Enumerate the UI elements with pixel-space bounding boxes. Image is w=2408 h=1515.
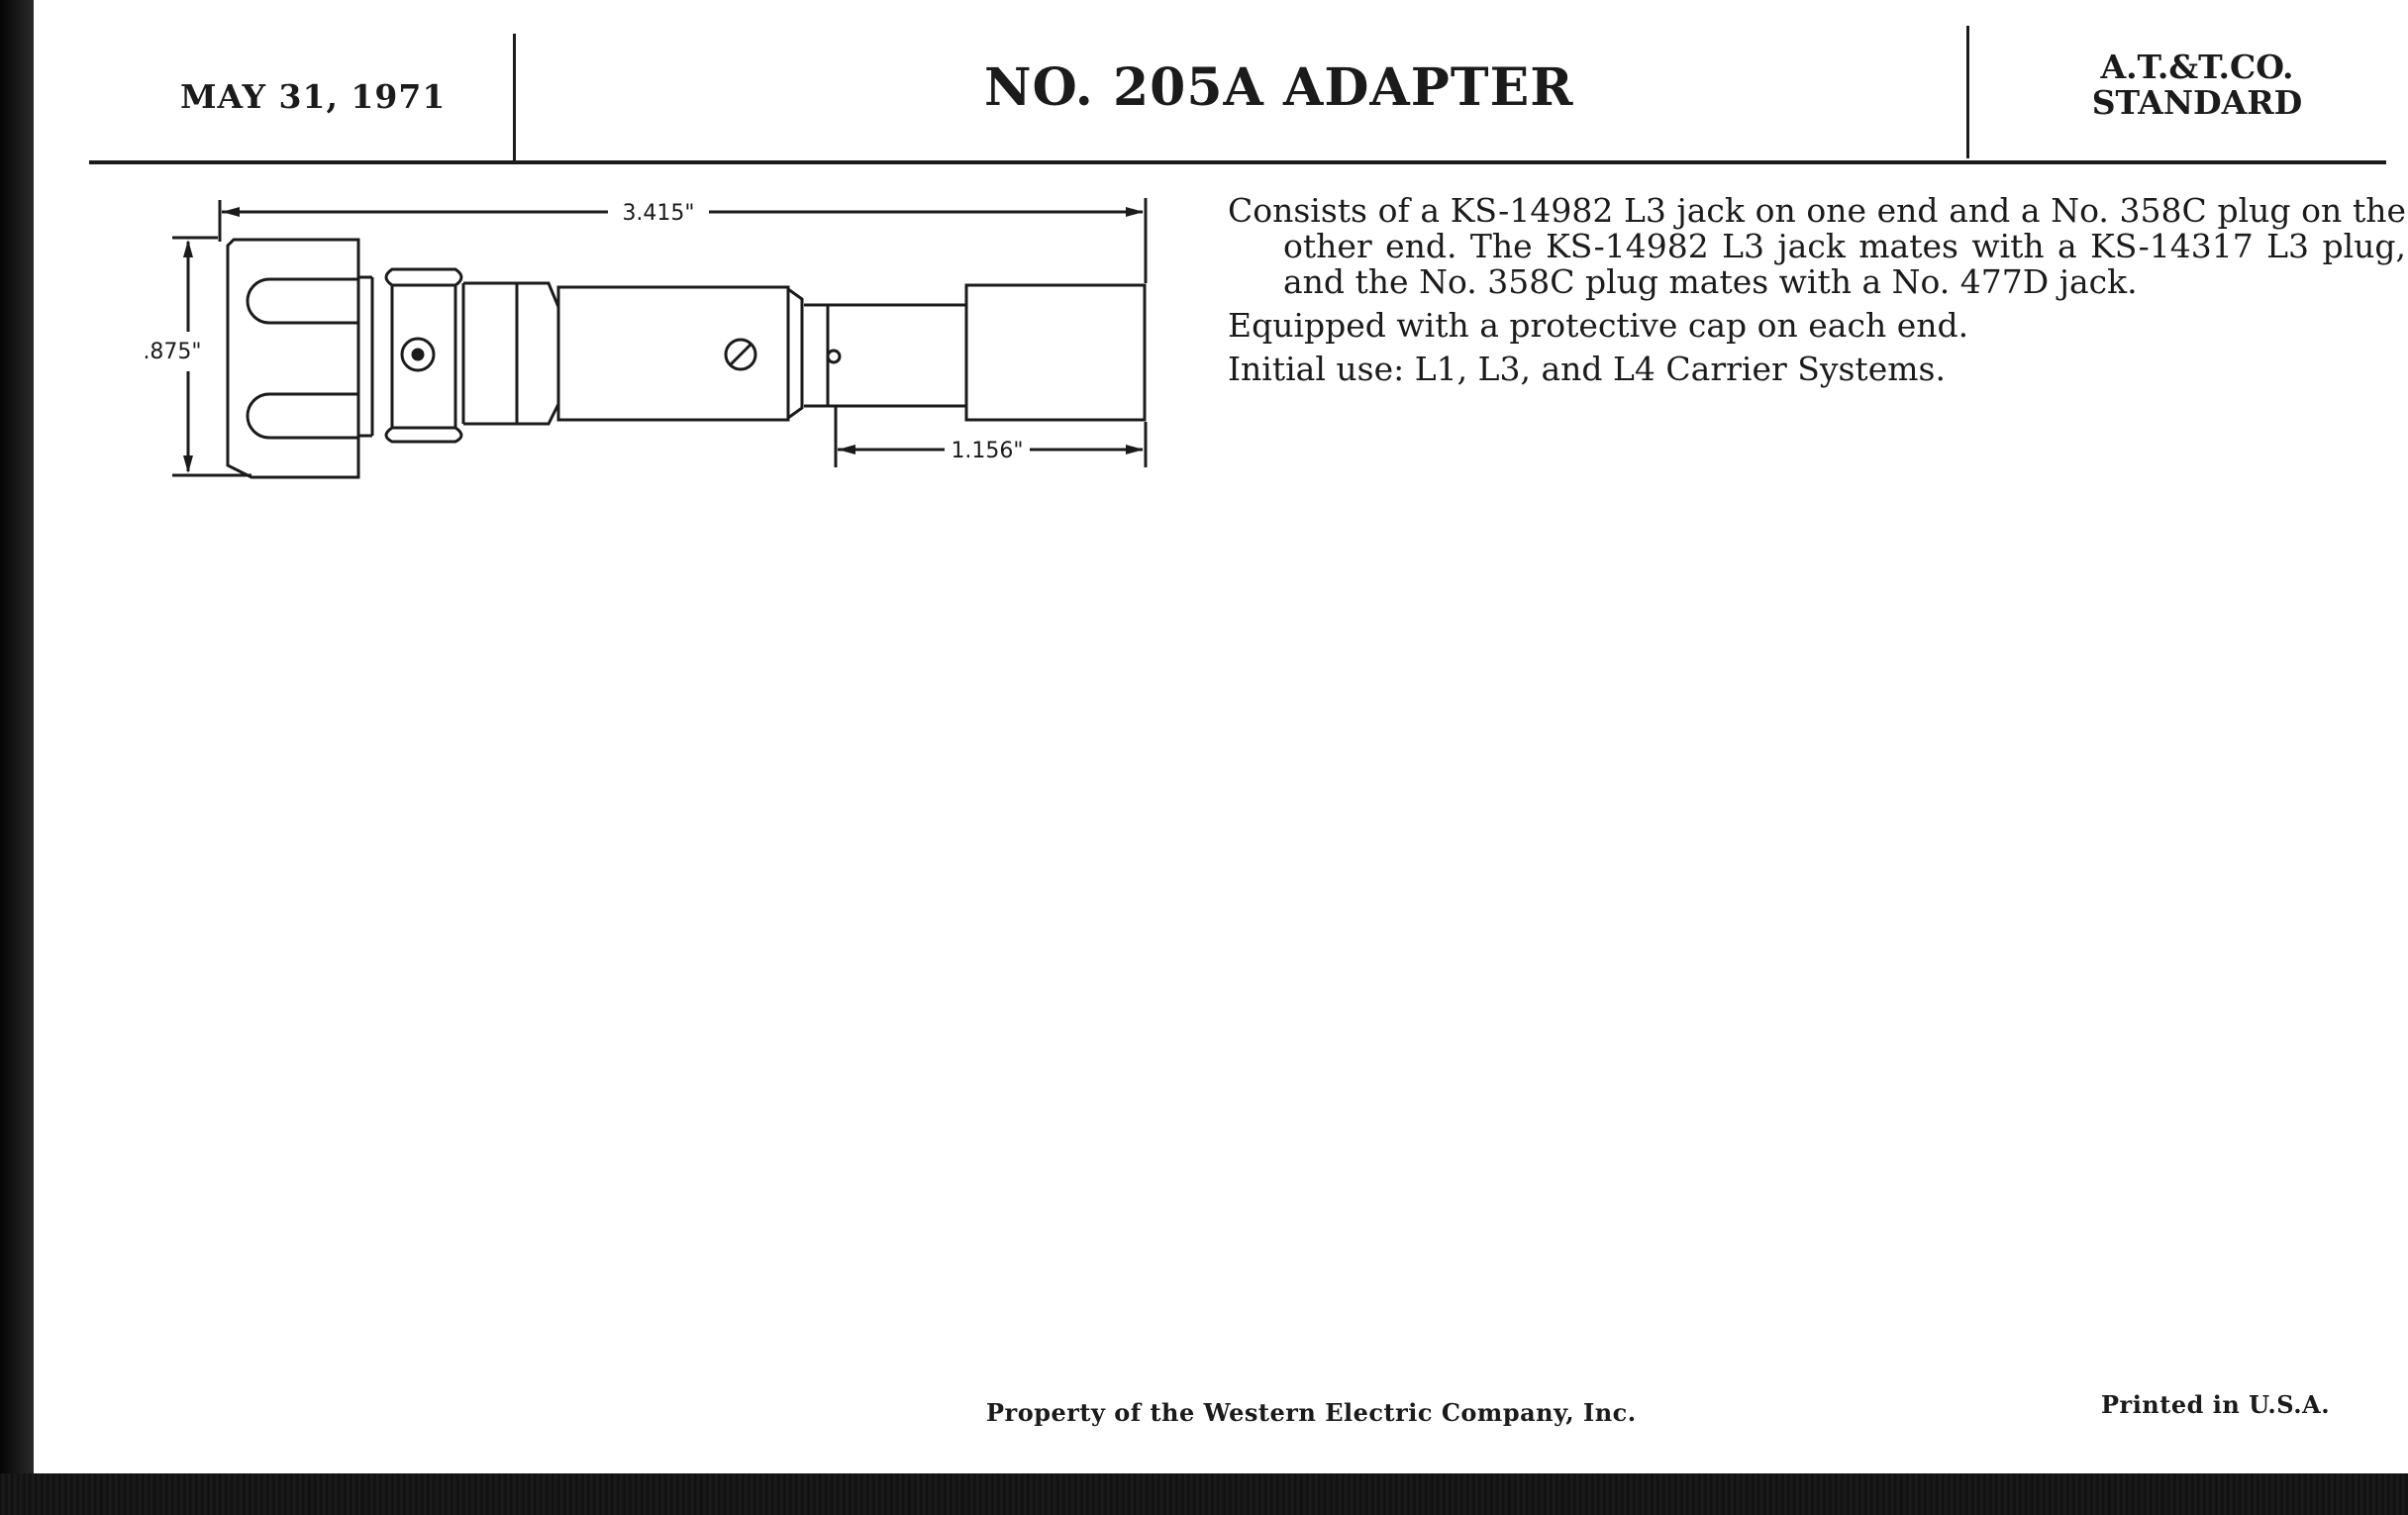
arrowhead-plug-right (1126, 445, 1144, 454)
header-divider-left (513, 34, 516, 162)
arrowhead-diameter-top (183, 240, 193, 257)
spec-card (34, 0, 2408, 1473)
standard-mark (2073, 50, 2321, 121)
arrowhead-overall-right (1126, 207, 1144, 217)
arrowhead-overall-left (222, 207, 240, 217)
description-paragraph: Initial use: L1, L3, and L4 Carrier Systems. (1228, 350, 1946, 388)
standard-line-1: A.T.&T.CO. (2100, 48, 2294, 86)
description-paragraph: Equipped with a protective cap on each end. (1228, 306, 1969, 345)
neck (463, 283, 517, 424)
dim-label-plug: 1.156" (951, 439, 1024, 463)
description-paragraph: Consists of a KS-14982 L3 jack on one end and a No. 358C plug on the other end. The KS-14982 L3 jack mates with a KS-14317 L3 plug, and the No. 358C plug mates with a No. 477D jack. (1228, 191, 2406, 301)
barrel-screw-slot (731, 345, 751, 364)
property-notice: Property of the Western Electric Company, Inc. (986, 1398, 1637, 1427)
scan-border-left (0, 0, 34, 1473)
jack-cap-slot-upper (248, 279, 358, 323)
arrowhead-diameter-bottom (183, 455, 193, 473)
adapter-drawing (143, 188, 1182, 485)
header-rule (89, 160, 2386, 164)
description (1228, 193, 2406, 395)
collar-screw-center (413, 350, 423, 359)
plug-stem-collar (804, 305, 828, 406)
printed-notice: Printed in U.S.A. (2101, 1390, 2331, 1419)
jack-cap-slot-lower (248, 394, 358, 438)
main-barrel (558, 287, 788, 420)
jack-cap-body (228, 240, 358, 477)
arrowhead-plug-left (838, 445, 855, 454)
issue-date: MAY 31, 1971 (180, 77, 447, 116)
taper (517, 283, 558, 424)
dim-label-overall: 3.415" (622, 201, 695, 226)
plug-stem-pin (828, 351, 840, 362)
scan-border-bottom (0, 1473, 2408, 1515)
page-title: NO. 205A ADAPTER (984, 57, 1574, 118)
header-divider-right (1966, 26, 1969, 158)
plug-protective-cap (966, 285, 1145, 420)
barrel-shoulder (788, 289, 802, 418)
standard-line-2: STANDARD (2091, 83, 2303, 122)
dim-label-diameter: .875" (143, 340, 202, 364)
